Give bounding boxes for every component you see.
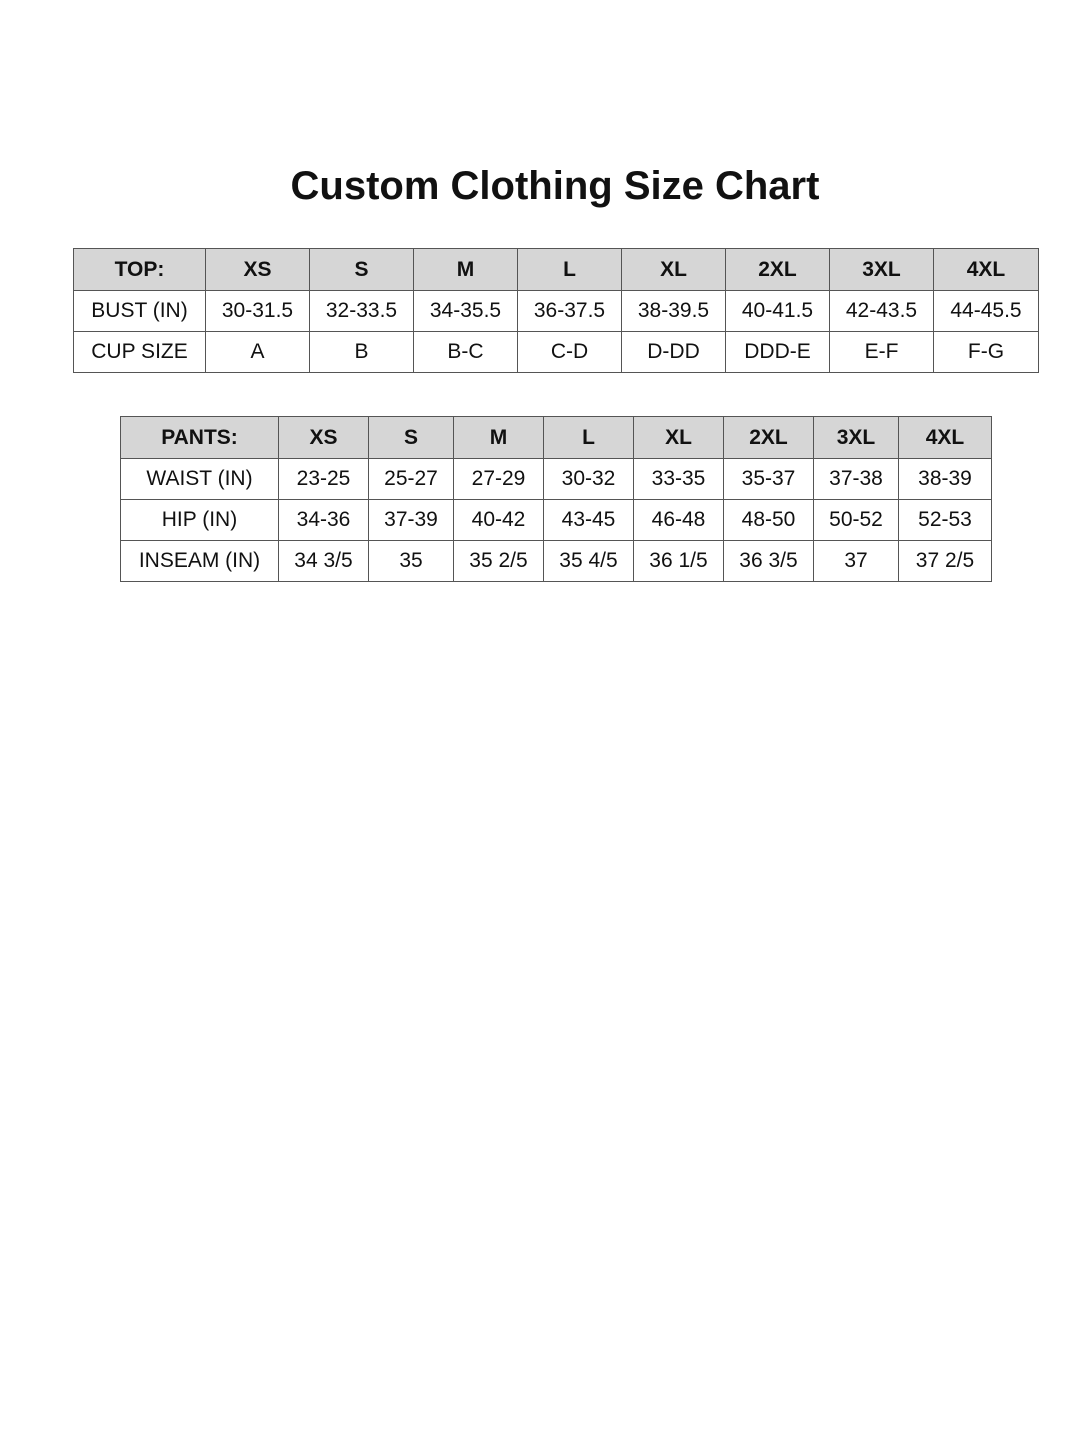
table-cell: DDD-E: [726, 332, 830, 373]
table-cell: 46-48: [634, 500, 724, 541]
top-header-cell: L: [518, 249, 622, 291]
row-label: CUP SIZE: [74, 332, 206, 373]
table-cell: 36-37.5: [518, 291, 622, 332]
table-cell: 33-35: [634, 459, 724, 500]
top-header-cell: XL: [622, 249, 726, 291]
pants-header-cell: PANTS:: [121, 417, 279, 459]
table-cell: A: [206, 332, 310, 373]
table-cell: 35 2/5: [454, 541, 544, 582]
table-cell: 52-53: [899, 500, 992, 541]
table-cell: 40-42: [454, 500, 544, 541]
top-header-row: [74, 249, 1039, 291]
table-cell: B-C: [414, 332, 518, 373]
table-cell: 36 1/5: [634, 541, 724, 582]
table-cell: C-D: [518, 332, 622, 373]
row-label: HIP (IN): [121, 500, 279, 541]
pants-header-cell: L: [544, 417, 634, 459]
table-cell: 32-33.5: [310, 291, 414, 332]
table-cell: 36 3/5: [724, 541, 814, 582]
table-cell: 43-45: [544, 500, 634, 541]
table-row: [74, 332, 1039, 373]
table-cell: D-DD: [622, 332, 726, 373]
top-header-cell: 3XL: [830, 249, 934, 291]
table-cell: 38-39: [899, 459, 992, 500]
table-row: [121, 500, 992, 541]
table-row: [74, 291, 1039, 332]
top-header-cell: XS: [206, 249, 310, 291]
row-label: WAIST (IN): [121, 459, 279, 500]
table-cell: 34-36: [279, 500, 369, 541]
table-row: [121, 459, 992, 500]
table-cell: 37: [814, 541, 899, 582]
table-cell: 34-35.5: [414, 291, 518, 332]
table-cell: 23-25: [279, 459, 369, 500]
table-cell: 35 4/5: [544, 541, 634, 582]
row-label: BUST (IN): [74, 291, 206, 332]
table-cell: 27-29: [454, 459, 544, 500]
page-title: Custom Clothing Size Chart: [290, 164, 820, 208]
table-cell: 48-50: [724, 500, 814, 541]
top-header-cell: M: [414, 249, 518, 291]
pants-header-cell: 3XL: [814, 417, 899, 459]
table-cell: 25-27: [369, 459, 454, 500]
pants-size-table: [120, 416, 992, 582]
table-cell: 35: [369, 541, 454, 582]
table-cell: 42-43.5: [830, 291, 934, 332]
table-cell: 40-41.5: [726, 291, 830, 332]
top-size-table: [73, 248, 1039, 373]
table-cell: 30-32: [544, 459, 634, 500]
table-cell: 50-52: [814, 500, 899, 541]
row-label: INSEAM (IN): [121, 541, 279, 582]
table-cell: B: [310, 332, 414, 373]
pants-header-cell: 2XL: [724, 417, 814, 459]
top-header-cell: TOP:: [74, 249, 206, 291]
top-header-cell: 4XL: [934, 249, 1039, 291]
table-cell: 35-37: [724, 459, 814, 500]
table-cell: 37 2/5: [899, 541, 992, 582]
pants-header-cell: XL: [634, 417, 724, 459]
table-cell: 44-45.5: [934, 291, 1039, 332]
table-cell: 38-39.5: [622, 291, 726, 332]
pants-header-cell: S: [369, 417, 454, 459]
table-row: [121, 541, 992, 582]
table-cell: 37-38: [814, 459, 899, 500]
top-header-cell: 2XL: [726, 249, 830, 291]
pants-header-row: [121, 417, 992, 459]
table-cell: 30-31.5: [206, 291, 310, 332]
table-cell: E-F: [830, 332, 934, 373]
table-cell: 34 3/5: [279, 541, 369, 582]
table-cell: 37-39: [369, 500, 454, 541]
pants-header-cell: 4XL: [899, 417, 992, 459]
pants-header-cell: XS: [279, 417, 369, 459]
table-cell: F-G: [934, 332, 1039, 373]
pants-header-cell: M: [454, 417, 544, 459]
top-header-cell: S: [310, 249, 414, 291]
